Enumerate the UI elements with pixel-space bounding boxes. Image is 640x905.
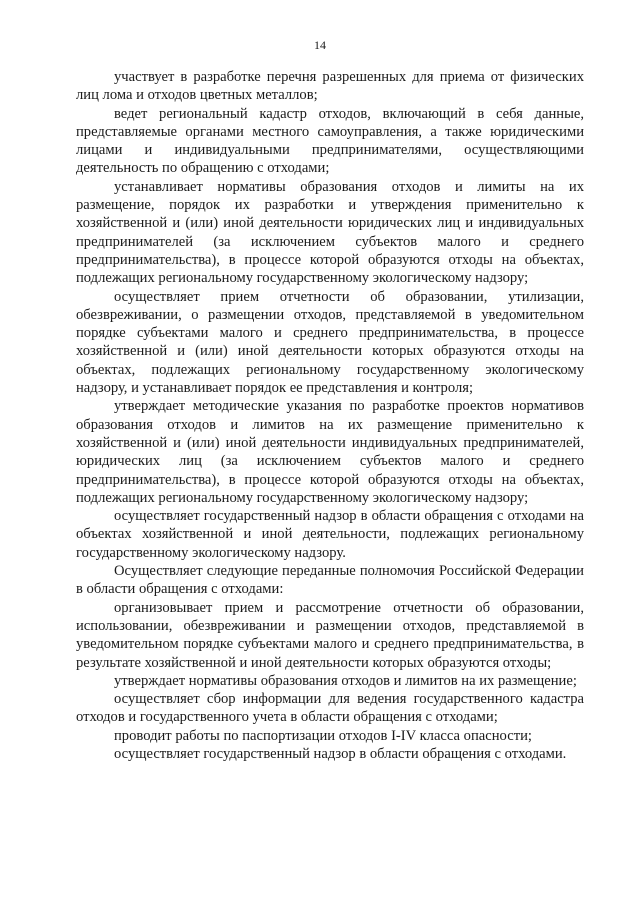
document-body (76, 68, 584, 763)
paragraph: участвует в разработке перечня разрешенных для приема от физических лиц лома и отходов цветных металлов; (76, 69, 584, 104)
paragraph: устанавливает нормативы образования отходов и лимиты на их размещение, порядок их разработки и утверждения применительно к хозяйственной и (или) иной деятельности юридических лиц и индивидуальных предпринимателей (за исключением субъектов малого и среднего предпринимательства), в процессе которой образуются отходы на объектах, подлежащих региональному государственному экологическому надзору; (76, 178, 584, 287)
paragraph: организовывает прием и рассмотрение отчетности об образовании, использовании, обезвреживании и размещении отходов, представляемой в уведомительном порядке субъектами малого и среднего предпринимательства, в результате хозяйственной и иной деятельности которых образуются отходы; (76, 599, 584, 671)
paragraph: осуществляет государственный надзор в области обращения с отходами. (114, 745, 567, 762)
paragraph: утверждает нормативы образования отходов и лимитов на их размещение; (114, 672, 577, 689)
paragraph: Осуществляет следующие переданные полномочия Российской Федерации в области обращения с отходами: (76, 563, 584, 598)
paragraph: проводит работы по паспортизации отходов I-IV класса опасности; (114, 727, 532, 744)
paragraph: осуществляет государственный надзор в области обращения с отходами на объектах хозяйственной и иной деятельности, подлежащих региональному государственному экологическому надзору. (76, 508, 584, 561)
paragraph: осуществляет прием отчетности об образовании, утилизации, обезвреживании, о размещении отходов, представляемой в уведомительном порядке субъектами малого и среднего предпринимательства, в процессе хозяйственной и (или) иной деятельности которых образуются отходы на объектах, подлежащих региональному государственному экологическому надзору, и устанавливает порядок ее представления и контроля; (76, 288, 584, 397)
paragraph: ведет региональный кадастр отходов, включающий в себя данные, представляемые органами местного самоуправления, а также юридическими лицами и индивидуальными предпринимателями, осуществляющими деятельность по обращению с отходами; (76, 105, 584, 177)
paragraph: утверждает методические указания по разработке проектов нормативов образования отходов и лимитов на их размещение применительно к хозяйственной и (или) иной деятельности индивидуальных предпринимателей, юридических лиц (за исключением субъектов малого и среднего предпринимательства), в процессе которой образуются отходы на объектах, подлежащих региональному государственному экологическому надзору; (76, 398, 584, 506)
paragraph: осуществляет сбор информации для ведения государственного кадастра отходов и государственного учета в области обращения с отходами; (76, 691, 584, 726)
page-number: 14 (314, 38, 326, 52)
